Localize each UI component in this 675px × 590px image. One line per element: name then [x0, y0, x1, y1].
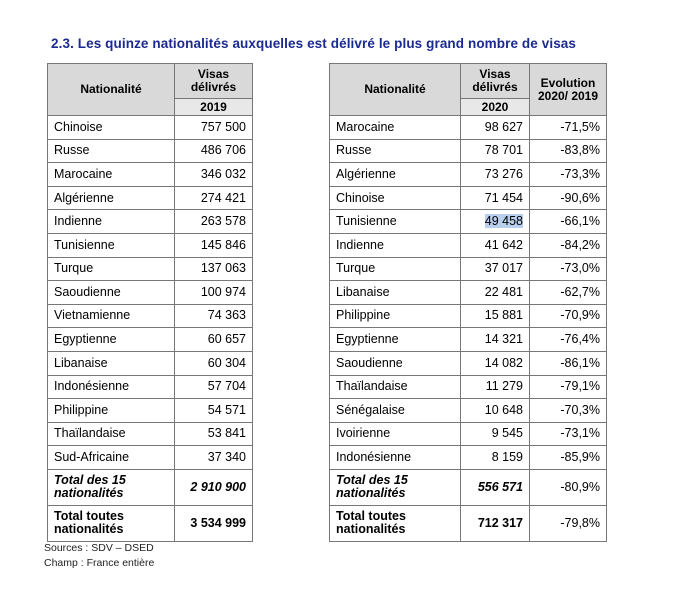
table-row: [48, 233, 253, 257]
header-year: 2019: [175, 99, 253, 116]
table-row: [48, 281, 253, 305]
nationality-cell: Chinoise: [48, 116, 175, 140]
visas-cell: 100 974: [175, 281, 253, 305]
total-evolution: -79,8%: [530, 505, 607, 541]
nationality-cell: Egyptienne: [330, 328, 461, 352]
table-row: [330, 328, 607, 352]
table-2019: [47, 63, 253, 542]
table-2020-body: [330, 116, 607, 470]
visas-cell: 53 841: [175, 422, 253, 446]
table-row: [330, 233, 607, 257]
visas-cell: 78 701: [461, 139, 530, 163]
visas-cell: 274 421: [175, 186, 253, 210]
nationality-cell: Saoudienne: [48, 281, 175, 305]
visas-cell: 346 032: [175, 163, 253, 187]
nationality-cell: Tunisienne: [330, 210, 461, 234]
table-row: [48, 351, 253, 375]
table-row: [48, 399, 253, 423]
visas-cell: [461, 210, 530, 234]
header-year: 2020: [461, 99, 530, 116]
table-row: [330, 163, 607, 187]
nationality-cell: Vietnamienne: [48, 304, 175, 328]
nationality-cell: Thaïlandaise: [330, 375, 461, 399]
table-row: [330, 399, 607, 423]
evolution-cell: -70,3%: [530, 399, 607, 423]
evolution-cell: -83,8%: [530, 139, 607, 163]
evolution-cell: -79,1%: [530, 375, 607, 399]
nationality-cell: Indonésienne: [330, 446, 461, 470]
nationality-cell: Egyptienne: [48, 328, 175, 352]
evolution-cell: -71,5%: [530, 116, 607, 140]
evolution-cell: -76,4%: [530, 328, 607, 352]
nationality-cell: Algérienne: [330, 163, 461, 187]
table-row: [48, 257, 253, 281]
total-label: Total toutes nationalités: [330, 505, 461, 541]
table-row: [330, 257, 607, 281]
evolution-cell: -90,6%: [530, 186, 607, 210]
nationality-cell: Tunisienne: [48, 233, 175, 257]
table-2019-body: [48, 116, 253, 470]
nationality-cell: Indienne: [48, 210, 175, 234]
header-nationality: Nationalité: [48, 64, 175, 116]
table-row: [48, 422, 253, 446]
nationality-cell: Thaïlandaise: [48, 422, 175, 446]
header-visas: Visas délivrés: [461, 64, 530, 99]
nationality-cell: Turque: [330, 257, 461, 281]
visas-cell: 37 017: [461, 257, 530, 281]
section-title: 2.3. Les quinze nationalités auxquelles est délivré le plus grand nombre de visas: [51, 36, 577, 51]
header-evolution: Evolution 2020/ 2019: [530, 64, 607, 116]
visas-cell: 54 571: [175, 399, 253, 423]
nationality-cell: Sénégalaise: [330, 399, 461, 423]
nationality-cell: Russe: [330, 139, 461, 163]
visas-cell: 71 454: [461, 186, 530, 210]
table-row: [48, 328, 253, 352]
table-row: [48, 116, 253, 140]
nationality-cell: Marocaine: [330, 116, 461, 140]
subtotal-evolution: -80,9%: [530, 469, 607, 505]
subtotal-label: Total des 15 nationalités: [48, 469, 175, 505]
table-row: [330, 186, 607, 210]
table-row: [48, 446, 253, 470]
header-visas: Visas délivrés: [175, 64, 253, 99]
sources-note: Sources : SDV – DSED: [44, 542, 154, 554]
evolution-cell: -85,9%: [530, 446, 607, 470]
total-label: Total toutes nationalités: [48, 505, 175, 541]
visas-cell: 145 846: [175, 233, 253, 257]
visas-cell: 37 340: [175, 446, 253, 470]
scope-note: Champ : France entière: [44, 557, 155, 569]
table-row: [330, 116, 607, 140]
evolution-cell: -73,1%: [530, 422, 607, 446]
table-row: [48, 304, 253, 328]
table-row: [48, 210, 253, 234]
table-2020: [329, 63, 607, 542]
nationality-cell: Algérienne: [48, 186, 175, 210]
nationality-cell: Chinoise: [330, 186, 461, 210]
table-row: [330, 281, 607, 305]
visas-cell: 57 704: [175, 375, 253, 399]
table-row: [330, 210, 607, 234]
visas-cell: 41 642: [461, 233, 530, 257]
nationality-cell: Indienne: [330, 233, 461, 257]
nationality-cell: Philippine: [330, 304, 461, 328]
table-row: [330, 446, 607, 470]
visas-cell: 8 159: [461, 446, 530, 470]
evolution-cell: -62,7%: [530, 281, 607, 305]
nationality-cell: Saoudienne: [330, 351, 461, 375]
visas-cell: 73 276: [461, 163, 530, 187]
visas-cell: 74 363: [175, 304, 253, 328]
table-row: [48, 186, 253, 210]
table-row: [330, 375, 607, 399]
table-row: [330, 139, 607, 163]
visas-cell: 60 657: [175, 328, 253, 352]
visas-cell: 98 627: [461, 116, 530, 140]
evolution-cell: -84,2%: [530, 233, 607, 257]
subtotal-value: 556 571: [461, 469, 530, 505]
nationality-cell: Ivoirienne: [330, 422, 461, 446]
visas-cell: 9 545: [461, 422, 530, 446]
nationality-cell: Sud-Africaine: [48, 446, 175, 470]
table-row: [330, 422, 607, 446]
nationality-cell: Russe: [48, 139, 175, 163]
nationality-cell: Marocaine: [48, 163, 175, 187]
nationality-cell: Libanaise: [330, 281, 461, 305]
nationality-cell: Libanaise: [48, 351, 175, 375]
total-value: 3 534 999: [175, 505, 253, 541]
visas-cell: 22 481: [461, 281, 530, 305]
nationality-cell: Philippine: [48, 399, 175, 423]
subtotal-label: Total des 15 nationalités: [330, 469, 461, 505]
visas-cell: 11 279: [461, 375, 530, 399]
nationality-cell: Turque: [48, 257, 175, 281]
header-nationality: Nationalité: [330, 64, 461, 116]
evolution-cell: -73,3%: [530, 163, 607, 187]
nationality-cell: Indonésienne: [48, 375, 175, 399]
total-value: 712 317: [461, 505, 530, 541]
visas-cell: 137 063: [175, 257, 253, 281]
table-row: [48, 163, 253, 187]
selected-value-highlight[interactable]: 49 458: [484, 214, 523, 229]
table-row: [48, 375, 253, 399]
visas-cell: 15 881: [461, 304, 530, 328]
visas-cell: 14 321: [461, 328, 530, 352]
evolution-cell: -86,1%: [530, 351, 607, 375]
visas-cell: 14 082: [461, 351, 530, 375]
subtotal-value: 2 910 900: [175, 469, 253, 505]
visas-cell: 10 648: [461, 399, 530, 423]
table-row: [48, 139, 253, 163]
visas-cell: 263 578: [175, 210, 253, 234]
evolution-cell: -70,9%: [530, 304, 607, 328]
visas-cell: 60 304: [175, 351, 253, 375]
evolution-cell: -73,0%: [530, 257, 607, 281]
visas-cell: 486 706: [175, 139, 253, 163]
table-row: [330, 304, 607, 328]
table-row: [330, 351, 607, 375]
evolution-cell: -66,1%: [530, 210, 607, 234]
visas-cell: 757 500: [175, 116, 253, 140]
